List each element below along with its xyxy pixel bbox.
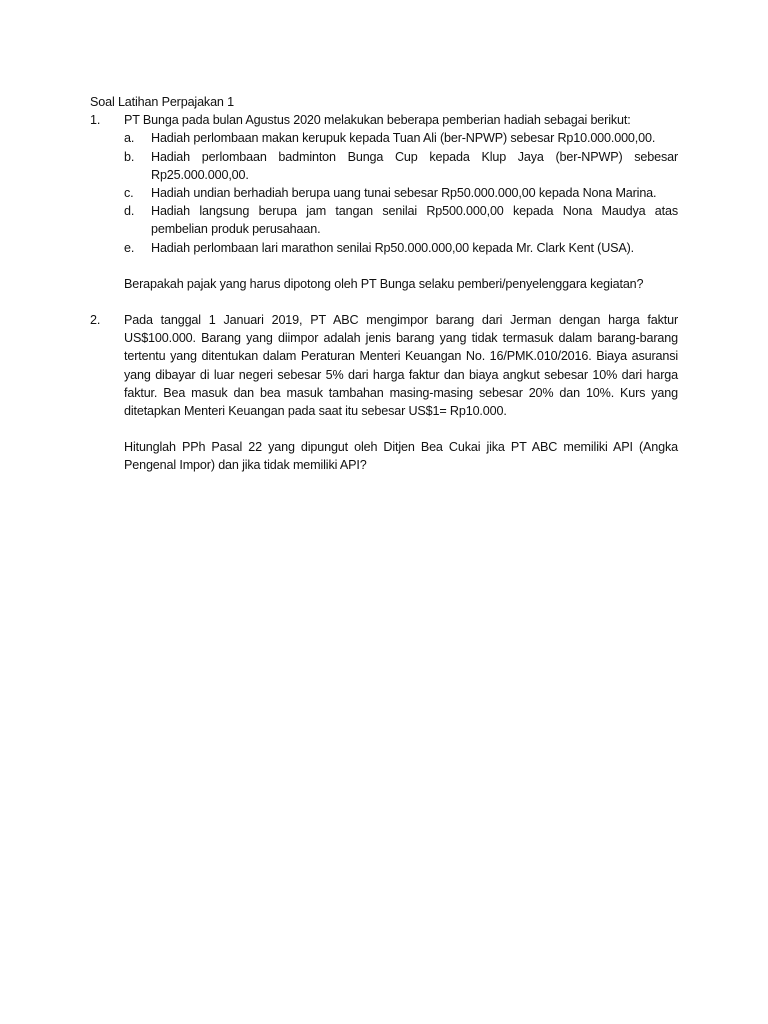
list-item [124, 148, 678, 184]
list-item [124, 129, 678, 147]
list-item [124, 202, 678, 238]
list-item-letter: e. [124, 240, 135, 255]
question-2-body [124, 311, 678, 475]
spacer [90, 293, 678, 311]
document-title: Soal Latihan Perpajakan 1 [90, 95, 234, 109]
list-item-letter: a. [124, 131, 135, 146]
list-item-letter: b. [124, 149, 135, 164]
question-1-intro: PT Bunga pada bulan Agustus 2020 melakukan beberapa pemberian hadiah sebagai berikut: [124, 113, 631, 128]
question-number: 2. [90, 313, 101, 328]
list-item-text: Hadiah langsung berupa jam tangan senilai Rp500.000,00 kepada Nona Maudya atas pembelian produk perusahaan. [151, 204, 678, 237]
question-2 [90, 311, 678, 475]
list-item-text: Hadiah perlombaan badminton Bunga Cup kepada Klup Jaya (ber-NPWP) sebesar Rp25.000.000,00. [151, 149, 678, 182]
spacer [124, 257, 678, 275]
list-item [124, 184, 678, 202]
question-2-paragraph: Pada tanggal 1 Januari 2019, PT ABC mengimpor barang dari Jerman dengan harga faktur US$100.000. Barang yang diimpor adalah jenis barang yang tidak termasuk dalam barang-barang tertentu yang ditentukan dalam Peraturan Menteri Keuangan No. 16/PMK.010/2016. Biaya asuransi yang dibayar di luar negeri sebesar 5% dari harga faktur dan biaya angkut sebesar 10% dari harga faktur. Bea masuk dan bea masuk tambahan masing-masing sebesar 20% dan 10%. Kurs yang ditetapkan Menteri Keuangan pada saat itu sebesar US$1= Rp10.000. [124, 313, 678, 419]
question-1 [90, 111, 678, 293]
question-2-prompt: Hitunglah PPh Pasal 22 yang dipungut oleh Ditjen Bea Cukai jika PT ABC memiliki API (Angka Pengenal Impor) dan jika tidak memiliki API? [124, 440, 678, 473]
list-item-letter: d. [124, 204, 135, 219]
spacer [124, 420, 678, 438]
list-item [124, 239, 678, 257]
question-number: 1. [90, 113, 101, 128]
list-item-text: Hadiah perlombaan lari marathon senilai Rp50.000.000,00 kepada Mr. Clark Kent (USA). [151, 240, 635, 255]
list-item-letter: c. [124, 186, 134, 201]
document-body [90, 93, 678, 475]
list-item-text: Hadiah perlombaan makan kerupuk kepada Tuan Ali (ber-NPWP) sebesar Rp10.000.000,00. [151, 131, 656, 146]
question-1-prompt: Berapakah pajak yang harus dipotong oleh PT Bunga selaku pemberi/penyelenggara kegiatan? [124, 276, 644, 291]
list-item-text: Hadiah undian berhadiah berupa uang tunai sebesar Rp50.000.000,00 kepada Nona Marina. [151, 186, 657, 201]
question-1-body [124, 111, 678, 293]
